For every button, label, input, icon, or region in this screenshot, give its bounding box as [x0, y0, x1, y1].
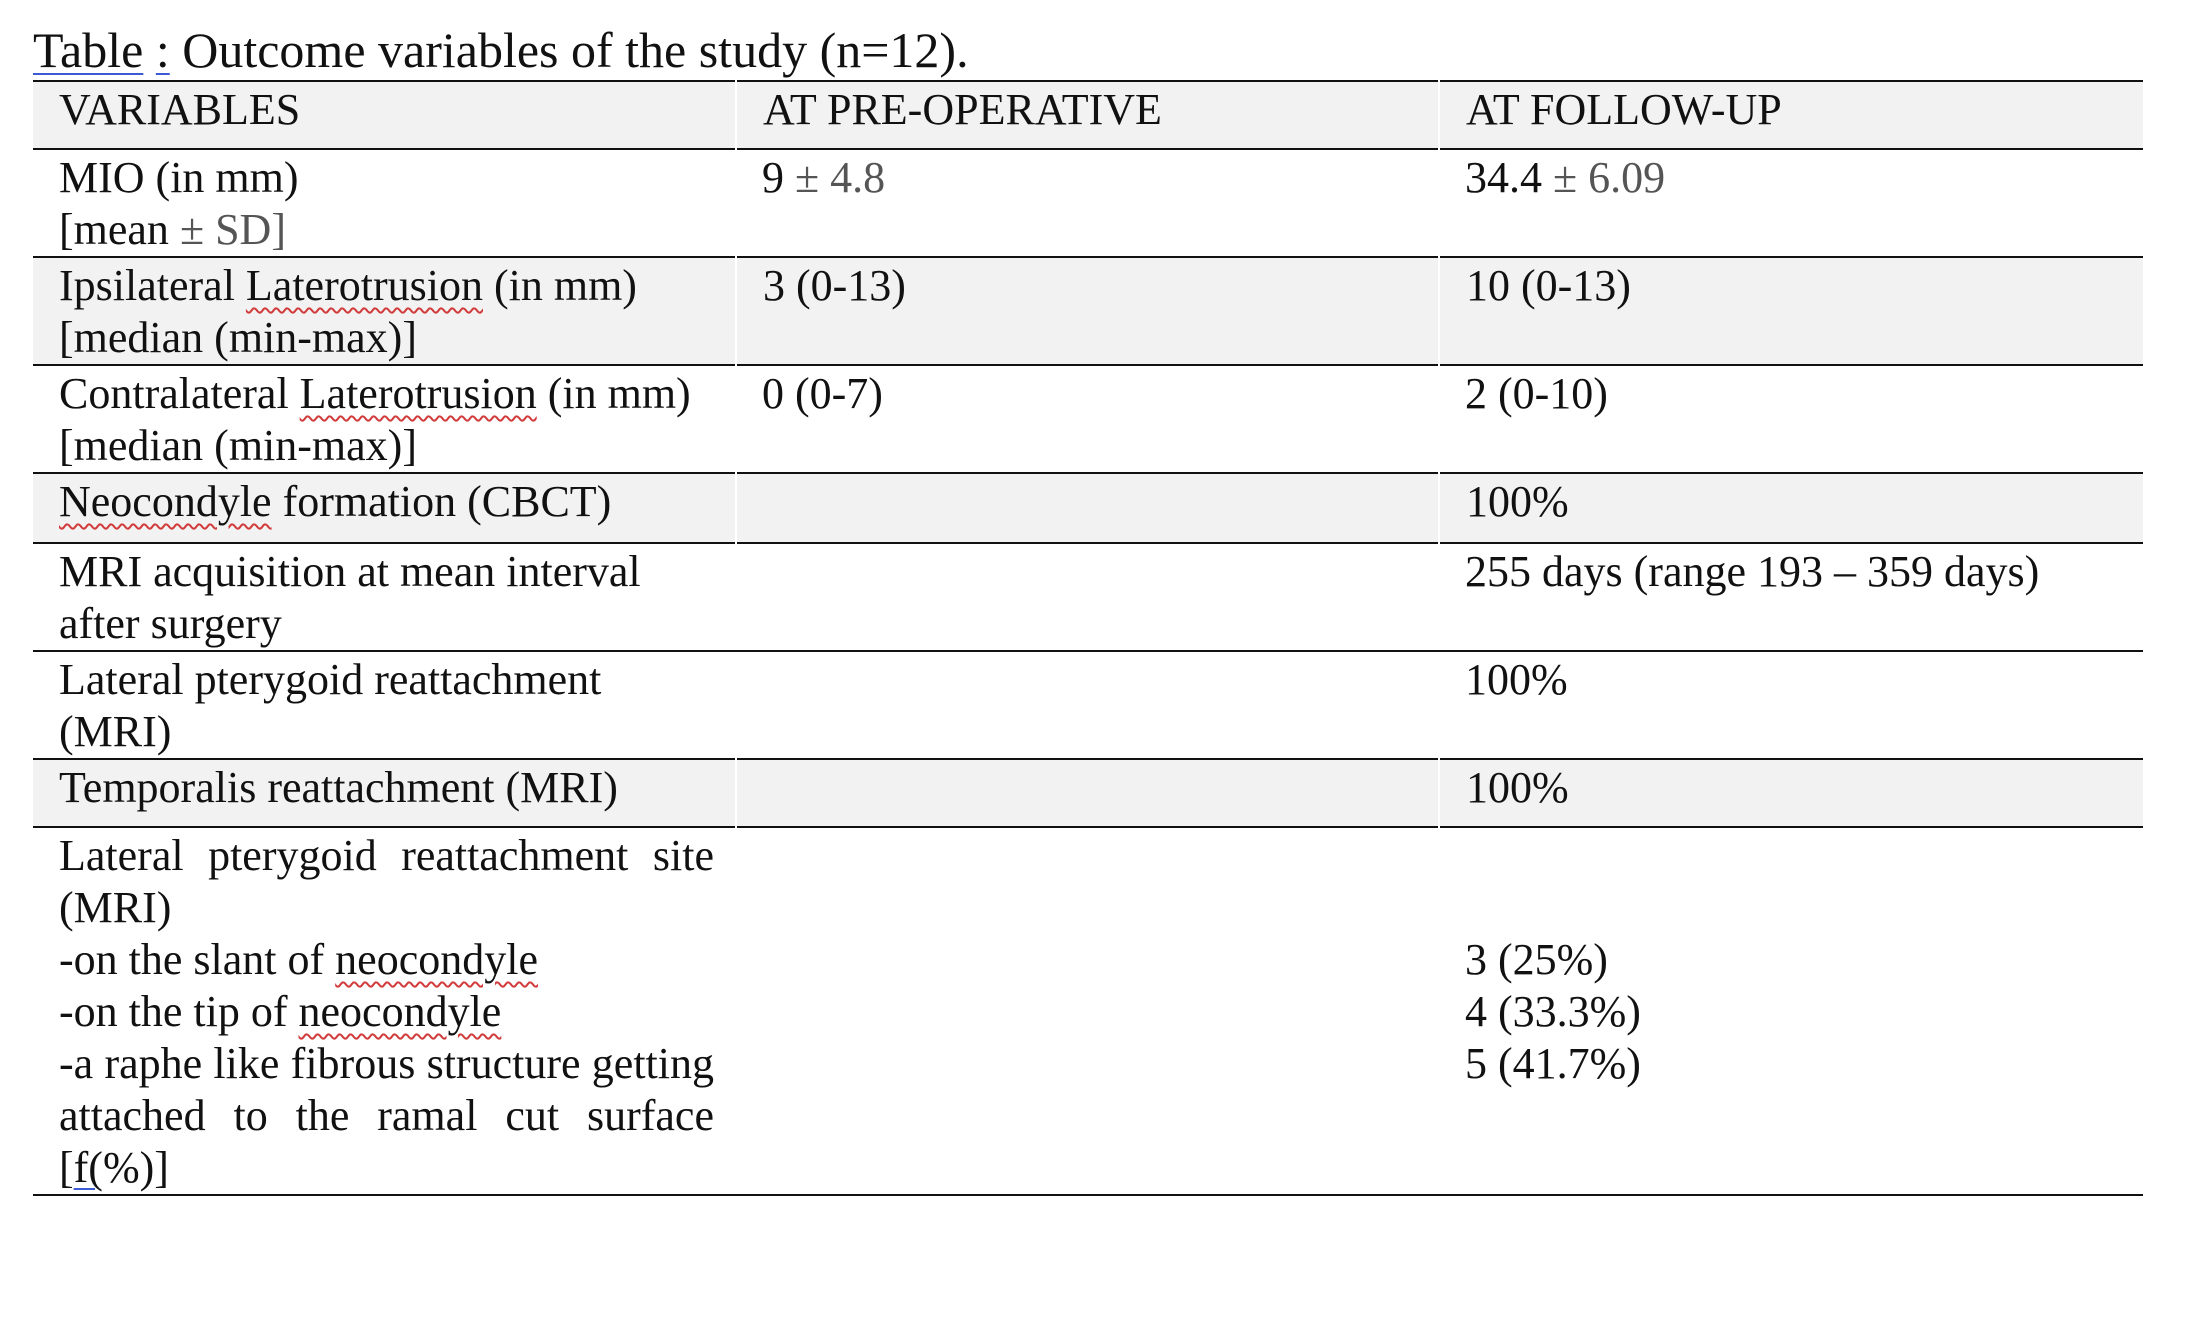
mio-pre-mean: 9	[762, 153, 795, 202]
site-label-tip	[59, 986, 714, 1038]
cell-lateral-pterygoid-label: Lateral pterygoid reattachment (MRI)	[59, 655, 602, 756]
site-follow-slant: 3 (25%)	[1465, 935, 1608, 984]
contralateral-label-line1	[59, 368, 714, 420]
mio-label-line1: MIO (in mm)	[59, 153, 299, 202]
caption-table-word: Table	[33, 22, 144, 78]
table-row-lateral-pterygoid	[33, 651, 2143, 759]
table-row-mri-acquisition	[33, 543, 2143, 651]
site-raphe-underlined: f(	[73, 1143, 103, 1192]
table-row-ipsilateral	[33, 257, 2143, 365]
site-follow-raphe: 5 (41.7%)	[1465, 1039, 1641, 1088]
cell-temporalis-pre	[736, 759, 1439, 827]
site-raphe-text: -a raphe like fibrous structure getting attached to the ramal cut surface [	[59, 1039, 714, 1192]
ipsilateral-label-c: (in mm)	[482, 261, 637, 310]
outcome-table	[33, 80, 2143, 1196]
header-pre-operative: AT PRE-OPERATIVE	[736, 81, 1439, 149]
ipsilateral-label-line2: [median (min-max)]	[59, 313, 417, 362]
cell-contralateral-follow: 2 (0-10)	[1465, 369, 1608, 418]
site-follow-spacer-1	[1465, 830, 2121, 882]
caption-text: Outcome variables of the study (n=12).	[169, 22, 969, 78]
table-row-mio	[33, 149, 2143, 257]
table-header-row	[33, 81, 2143, 149]
site-slant-text: -on the slant of	[59, 935, 336, 984]
site-tip-text: -on the tip of	[59, 987, 299, 1036]
contralateral-label-c: (in mm)	[536, 369, 691, 418]
site-label-slant	[59, 934, 714, 986]
table-row-reattachment-site	[33, 827, 2143, 1195]
cell-ipsilateral-label	[33, 257, 736, 365]
cell-ipsilateral-pre: 3 (0-13)	[736, 257, 1439, 365]
cell-contralateral-pre: 0 (0-7)	[762, 369, 883, 418]
cell-mio-pre	[736, 149, 1439, 257]
site-label-raphe	[59, 1038, 714, 1194]
cell-mio-follow	[1439, 149, 2143, 257]
neocondyle-label-spellcheck: Neocondyle	[59, 477, 272, 526]
cell-contralateral-label	[33, 365, 736, 473]
site-tip-spellcheck: neocondyle	[298, 987, 502, 1036]
cell-mri-acquisition-label: MRI acquisition at mean interval after surgery	[59, 547, 641, 648]
ipsilateral-label-spellcheck: Laterotrusion	[245, 261, 483, 310]
table-caption	[33, 18, 969, 82]
site-follow-spacer-2	[1465, 882, 2121, 934]
cell-temporalis-label: Temporalis reattachment (MRI)	[33, 759, 736, 827]
mio-follow-sd: ± 6.09	[1553, 153, 1666, 202]
caption-colon: :	[155, 22, 170, 78]
cell-reattachment-site-label	[33, 827, 736, 1195]
cell-mio-label	[33, 149, 736, 257]
table-row-contralateral	[33, 365, 2143, 473]
site-slant-spellcheck: neocondyle	[335, 935, 538, 984]
cell-reattachment-site-follow	[1439, 827, 2143, 1195]
ipsilateral-label-a: Ipsilateral	[59, 261, 246, 310]
cell-lateral-pterygoid-pre	[736, 651, 1439, 759]
neocondyle-label-rest: formation (CBCT)	[271, 477, 612, 526]
mio-label-mean: [mean	[59, 205, 180, 254]
site-label-head: Lateral pterygoid reattachment site (MRI)	[59, 831, 714, 932]
cell-lateral-pterygoid-follow: 100%	[1465, 655, 1568, 704]
ipsilateral-label-line1	[59, 260, 713, 312]
cell-neocondyle-label	[33, 473, 736, 543]
site-raphe-end: %)]	[102, 1143, 169, 1192]
mio-label-line2	[59, 204, 714, 256]
cell-neocondyle-pre	[736, 473, 1439, 543]
contralateral-label-spellcheck: Laterotrusion	[299, 369, 537, 418]
cell-ipsilateral-follow: 10 (0-13)	[1439, 257, 2143, 365]
mio-label-sd: ± SD]	[179, 205, 286, 254]
cell-neocondyle-follow: 100%	[1439, 473, 2143, 543]
header-follow-up: AT FOLLOW-UP	[1439, 81, 2143, 149]
site-follow-tip: 4 (33.3%)	[1465, 987, 1641, 1036]
cell-temporalis-follow: 100%	[1439, 759, 2143, 827]
header-variables: VARIABLES	[33, 81, 736, 149]
cell-mri-acquisition-follow: 255 days (range 193 – 359 days)	[1465, 547, 2040, 596]
table-row-neocondyle	[33, 473, 2143, 543]
contralateral-label-line2: [median (min-max)]	[59, 421, 417, 470]
contralateral-label-a: Contralateral	[59, 369, 300, 418]
table-row-temporalis	[33, 759, 2143, 827]
cell-reattachment-site-pre	[736, 827, 1439, 1195]
mio-follow-mean: 34.4	[1465, 153, 1553, 202]
cell-mri-acquisition-pre	[736, 543, 1439, 651]
mio-pre-sd: ± 4.8	[795, 153, 886, 202]
